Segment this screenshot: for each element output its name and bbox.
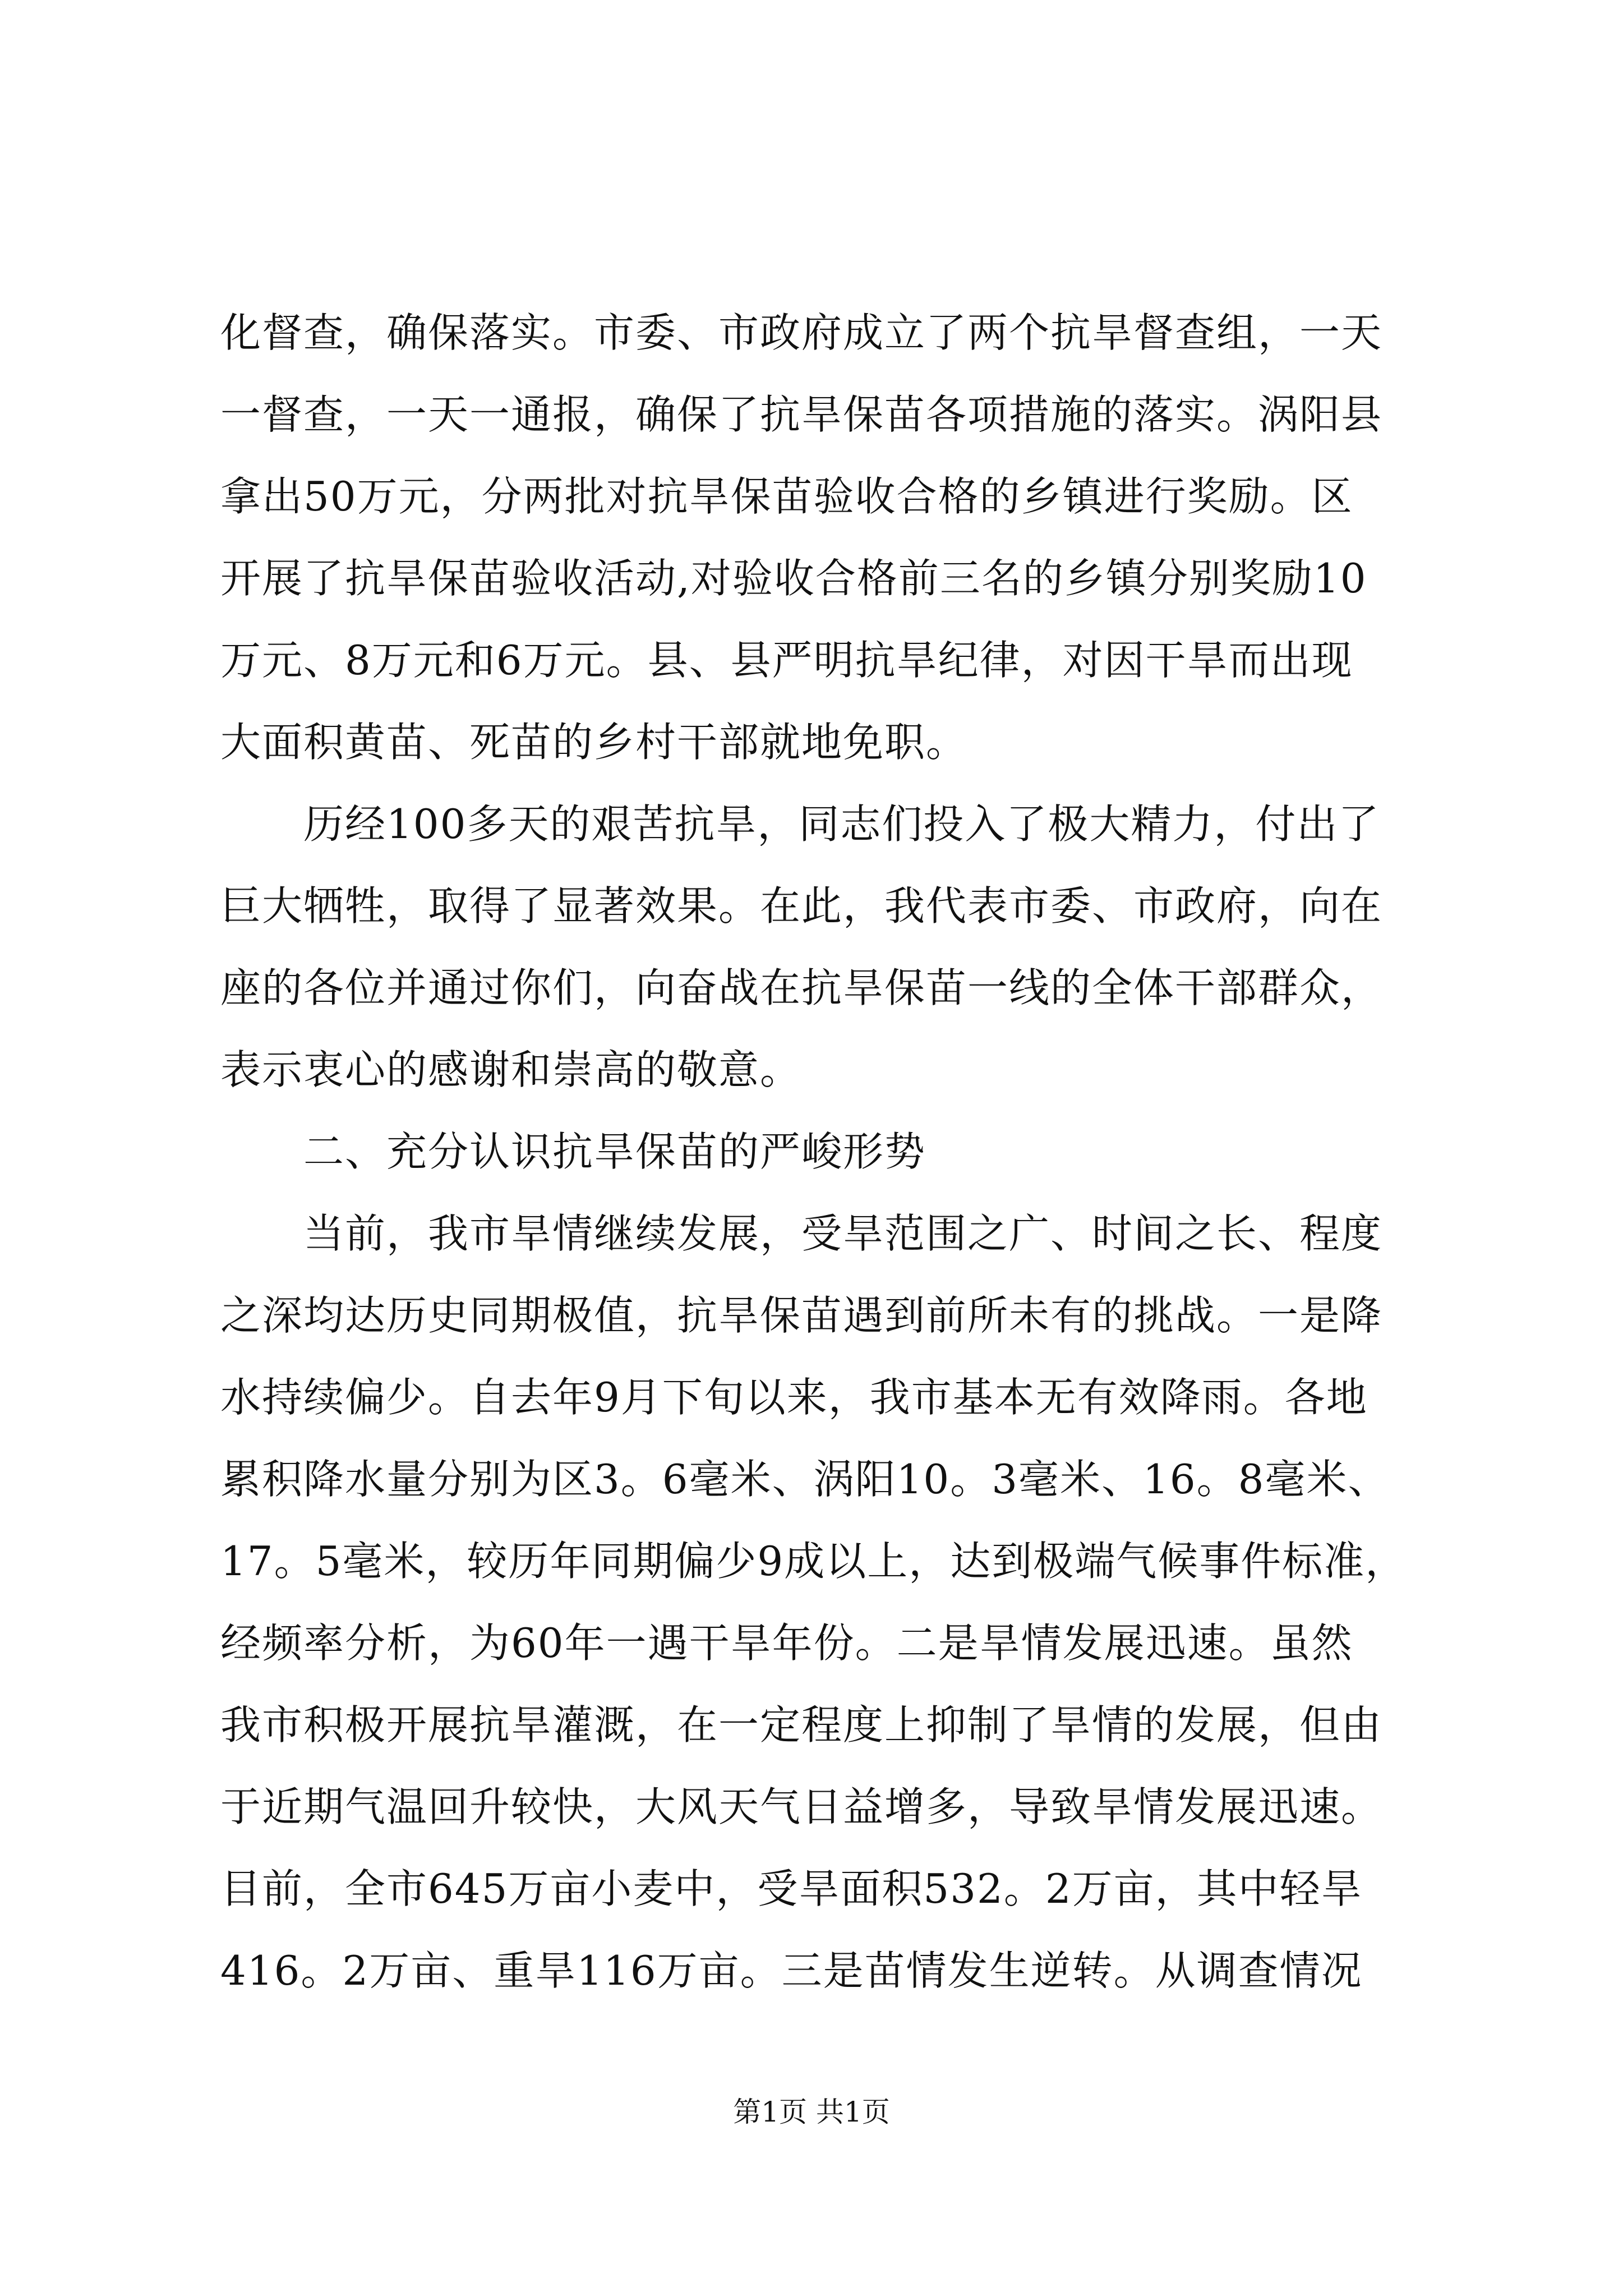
text-line: 水持续偏少。自去年9月下旬以来，我市基本无有效降雨。各地 [220, 1374, 1368, 1421]
text-line: 巨大牺牲，取得了显著效果。在此，我代表市委、市政府，向在 [220, 882, 1383, 930]
text-line: 17。5毫米，较历年同期偏少9成以上，达到极端气候事件标准， [220, 1538, 1407, 1585]
text-line: 万元、8万元和6万元。县、县严明抗旱纪律，对因干旱而出现 [220, 637, 1353, 684]
page-footer [0, 2095, 1623, 2129]
document-body [220, 292, 1426, 2012]
text-line: 座的各位并通过你们，向奋战在抗旱保苗一线的全体干部群众， [220, 964, 1383, 1011]
text-line: 416。2万亩、重旱116万亩。三是苗情发生逆转。从调查情况 [220, 1947, 1363, 1994]
text-line: 一督查，一天一通报，确保了抗旱保苗各项措施的落实。涡阳县 [220, 391, 1383, 438]
page-number: 第1页 共1页 [733, 2096, 890, 2128]
text-line: 之深均达历史同期极值，抗旱保苗遇到前所未有的挑战。一是降 [220, 1292, 1383, 1339]
text-line: 当前，我市旱情继续发展，受旱范围之广、时间之长、程度 [220, 1210, 1383, 1257]
section-heading: 二、充分认识抗旱保苗的严峻形势 [220, 1128, 926, 1175]
text-line: 累积降水量分别为区3。6毫米、涡阳10。3毫米、16。8毫米、 [220, 1456, 1390, 1503]
text-line: 大面积黄苗、死苗的乡村干部就地免职。 [220, 719, 968, 766]
text-line: 拿出50万元，分两批对抗旱保苗验收合格的乡镇进行奖励。区 [220, 473, 1353, 520]
text-line: 经频率分析，为60年一遇干旱年份。二是旱情发展迅速。虽然 [220, 1619, 1353, 1667]
text-line: 目前，全市645万亩小麦中，受旱面积532。2万亩，其中轻旱 [220, 1865, 1363, 1912]
text-line: 化督查，确保落实。市委、市政府成立了两个抗旱督查组，一天 [220, 309, 1383, 356]
text-line: 于近期气温回升较快，大风天气日益增多，导致旱情发展迅速。 [220, 1783, 1383, 1830]
text-line: 表示衷心的感谢和崇高的敬意。 [220, 1046, 802, 1093]
text-line: 我市积极开展抗旱灌溉，在一定程度上抑制了旱情的发展，但由 [220, 1701, 1383, 1749]
text-line: 开展了抗旱保苗验收活动,对验收合格前三名的乡镇分别奖励10 [220, 555, 1367, 602]
text-line: 历经100多天的艰苦抗旱，同志们投入了极大精力，付出了 [220, 800, 1380, 848]
